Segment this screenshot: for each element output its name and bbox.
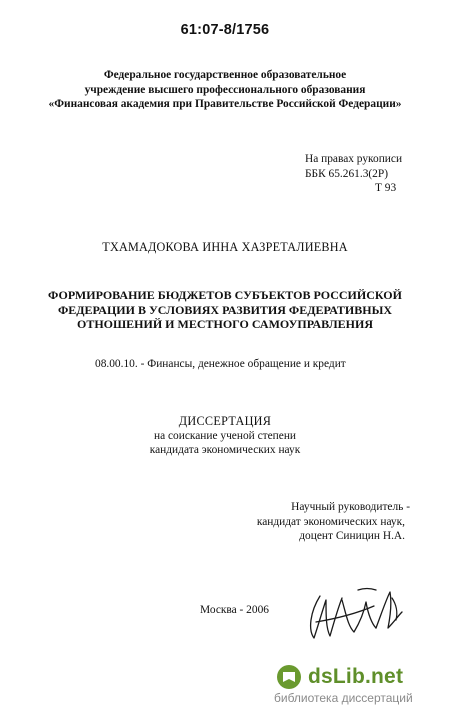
supervisor-line: доцент Синицин Н.А. <box>299 530 405 542</box>
thesis-title <box>0 288 450 332</box>
institution-line: учреждение высшего профессионального образования <box>84 83 366 96</box>
rights-line: На правах рукописи <box>305 153 403 165</box>
title-line: ФЕДЕРАЦИИ В УСЛОВИЯХ РАЗВИТИЯ ФЕДЕРАТИВНЫХ <box>57 302 393 317</box>
manuscript-rights-block <box>305 152 402 196</box>
title-line: ОТНОШЕНИЙ И МЕСТНОГО САМОУПРАВЛЕНИЯ <box>76 317 373 332</box>
institution-block <box>0 68 450 112</box>
bbk-code: ББК 65.261.3(2Р) <box>305 167 389 180</box>
supervisor-line: кандидат экономических наук, <box>256 515 405 528</box>
supervisor-block <box>255 500 410 544</box>
watermark-name: dsLib.net <box>308 665 404 688</box>
specialty-code: 08.00.10. - Финансы, денежное обращение и кредит <box>95 358 346 370</box>
supervisor-line: Научный руководитель - <box>291 501 410 513</box>
watermark <box>262 664 450 708</box>
handwritten-signature <box>300 582 410 644</box>
city-year: Москва - 2006 <box>200 604 269 616</box>
title-line: ФОРМИРОВАНИЕ БЮДЖЕТОВ СУБЪЕКТОВ РОССИЙСКОЙ <box>48 288 402 302</box>
dissertation-block <box>0 414 450 458</box>
institution-line: «Финансовая академия при Правительстве Российской Федерации» <box>48 98 402 110</box>
dslib-logo-icon <box>276 664 302 690</box>
institution-line: Федеральное государственное образовательное <box>103 69 347 81</box>
archive-code: 61:07-8/1756 <box>180 22 270 38</box>
dissertation-heading: ДИССЕРТАЦИЯ <box>178 414 272 428</box>
author-name: ТХАМАДОКОВА ИННА ХАЗРЕТАЛИЕВНА <box>102 240 348 254</box>
author-mark: Т 93 <box>375 182 397 194</box>
degree-line: кандидата экономических наук <box>149 444 301 456</box>
degree-line: на соискание ученой степени <box>153 429 297 442</box>
watermark-subtitle: библиотека диссертаций <box>274 691 413 705</box>
